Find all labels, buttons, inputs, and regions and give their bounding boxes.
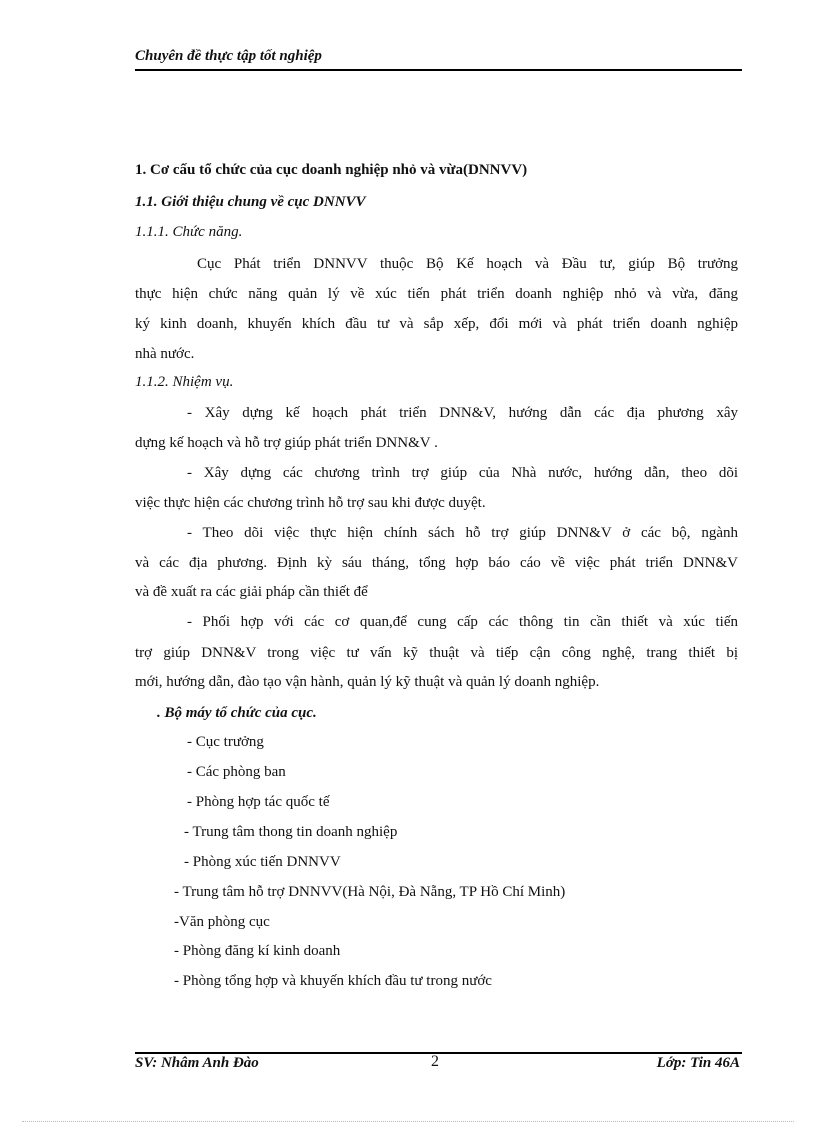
duty-line: và các địa phương. Định kỳ sáu tháng, tổng hợp báo cáo về việc phát triển DNN&V [135, 555, 738, 571]
duty-line: mới, hướng dẫn, đào tạo vận hành, quản lý kỹ thuật và quản lý doanh nghiệp. [135, 674, 600, 690]
heading-1-1-2: 1.1.2. Nhiệm vụ. [135, 374, 234, 390]
duty-line: - Xây dựng kế hoạch phát triển DNN&V, hướng dẫn các địa phương xây [187, 405, 738, 421]
org-item: - Trung tâm hỗ trợ DNNVV(Hà Nội, Đà Nẵng, TP Hồ Chí Minh) [174, 884, 566, 900]
page-bottom-border [22, 1121, 794, 1122]
org-item: - Phòng đăng kí kinh doanh [174, 943, 341, 959]
duty-line: - Xây dựng các chương trình trợ giúp của Nhà nước, hướng dẫn, theo dõi [187, 465, 738, 481]
heading-1-1-1: 1.1.1. Chức năng. [135, 224, 243, 240]
duty-line: việc thực hiện các chương trình hỗ trợ sau khi được duyệt. [135, 495, 486, 511]
function-para-line: Cục Phát triển DNNVV thuộc Bộ Kế hoạch và Đầu tư, giúp Bộ trưởng [197, 256, 738, 272]
heading-1-1: 1.1. Giới thiệu chung về cục DNNVV [135, 194, 366, 210]
duty-line: - Phối hợp với các cơ quan,để cung cấp các thông tin cần thiết và xúc tiến [187, 614, 738, 630]
footer-student-name: SV: Nhâm Anh Đào [135, 1055, 259, 1071]
duty-line: trợ giúp DNN&V trong việc tư vấn kỹ thuật và tiếp cận công nghệ, trang thiết bị [135, 645, 738, 661]
duty-line: dựng kế hoạch và hỗ trợ giúp phát triển DNN&V . [135, 435, 438, 451]
function-para-line: nhà nước. [135, 346, 195, 362]
org-structure-heading: . Bộ máy tổ chức của cục. [157, 705, 317, 721]
duty-line: - Theo dõi việc thực hiện chính sách hỗ trợ giúp DNN&V ở các bộ, ngành [187, 525, 738, 541]
heading-1: 1. Cơ cấu tổ chức của cục doanh nghiệp nhỏ và vừa(DNNVV) [135, 162, 528, 178]
org-item: - Cục trưởng [187, 734, 264, 750]
function-para-line: ký kinh doanh, khuyến khích đầu tư và sắp xếp, đổi mới và phát triển doanh nghiệp [135, 316, 738, 332]
running-header-title: Chuyên đề thực tập tốt nghiệp [135, 48, 322, 64]
org-item: - Phòng tổng hợp và khuyến khích đầu tư trong nước [174, 973, 492, 989]
org-item: - Phòng xúc tiến DNNVV [184, 854, 341, 870]
org-item: - Phòng hợp tác quốc tế [187, 794, 330, 810]
org-item: -Văn phòng cục [174, 914, 270, 930]
org-item: - Trung tâm thong tin doanh nghiệp [184, 824, 398, 840]
page-number: 2 [431, 1053, 439, 1070]
org-item: - Các phòng ban [187, 764, 286, 780]
header-rule [135, 69, 742, 71]
footer-class: Lớp: Tin 46A [656, 1055, 740, 1071]
function-para-line: thực hiện chức năng quản lý về xúc tiến phát triển doanh nghiệp nhỏ và vừa, đăng [135, 286, 738, 302]
duty-line: và đề xuất ra các giải pháp cần thiết để [135, 584, 368, 600]
